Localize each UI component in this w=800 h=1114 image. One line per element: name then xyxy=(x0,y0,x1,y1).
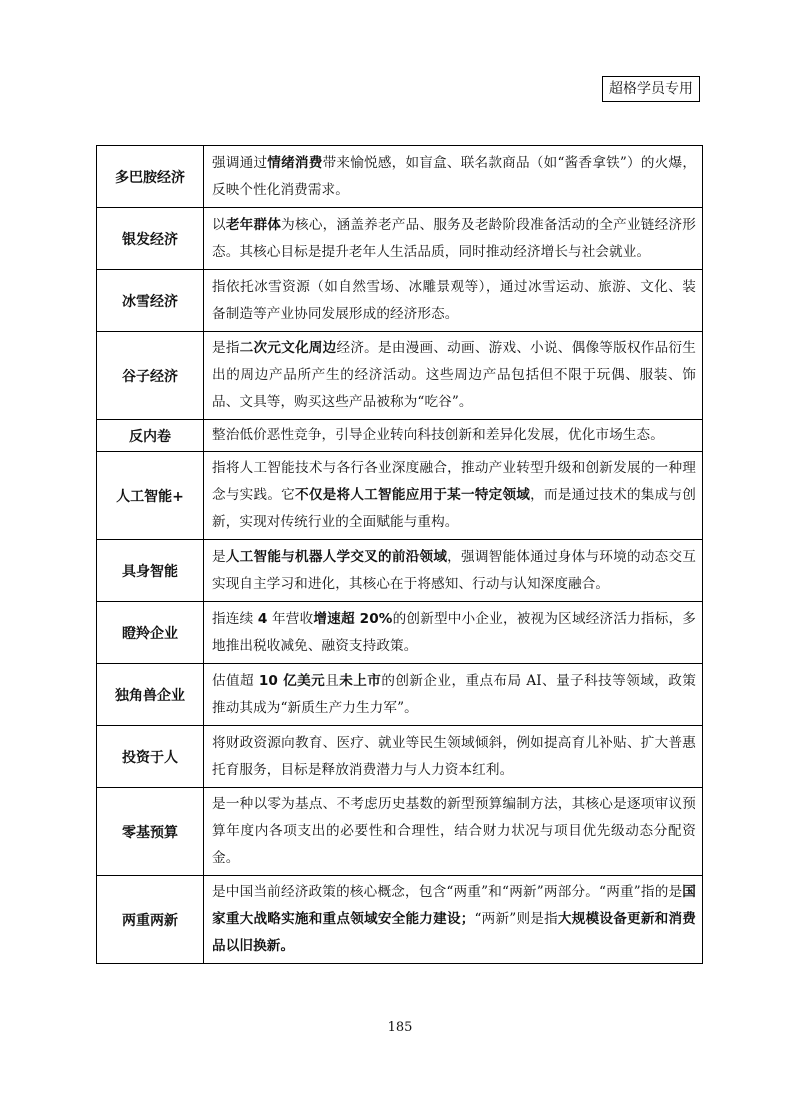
page-number: 185 xyxy=(387,1020,413,1035)
definition-cell xyxy=(204,420,703,452)
definition-text: 指连续 xyxy=(212,610,258,627)
definition-text: 为核心，涵盖养老产品、服务及老龄阶段准备活动的全产业链经济形态。其核心目标是提升老年人生活品质，同时推动经济增长与社会就业。 xyxy=(212,216,696,260)
table-row xyxy=(97,664,703,726)
table-row xyxy=(97,270,703,332)
definition-text: 且 xyxy=(325,672,340,689)
term-cell: 独角兽企业 xyxy=(97,664,204,726)
definition-bold-text: 二次元文化周边 xyxy=(239,340,337,356)
term-cell: 两重两新 xyxy=(97,876,204,964)
definition-bold-text: 老年群体 xyxy=(225,216,282,233)
table-row xyxy=(97,332,703,420)
term-cell: 具身智能 xyxy=(97,540,204,602)
table-row xyxy=(97,540,703,602)
definition-text: 是 xyxy=(212,548,226,565)
definition-cell xyxy=(204,664,703,726)
table-row xyxy=(97,146,703,208)
definition-cell xyxy=(204,876,703,964)
term-cell: 零基预算 xyxy=(97,788,204,876)
table-row xyxy=(97,420,703,452)
table-row xyxy=(97,788,703,876)
definition-bold-text: 未上市 xyxy=(339,672,382,689)
definition-bold-text: 10 亿美元 xyxy=(258,672,326,689)
table-row xyxy=(97,208,703,270)
definition-text: 年营收 xyxy=(267,610,314,627)
definition-text: 以 xyxy=(212,216,226,233)
definition-bold-text: 情绪消费 xyxy=(267,154,323,171)
definition-text: 是中国当前经济政策的核心概念，包含“两重”和“两新”两部分。“两重”指的是 xyxy=(212,884,683,900)
definition-bold-text: 增速超 20% xyxy=(313,610,393,627)
definition-cell xyxy=(204,540,703,602)
definition-cell xyxy=(204,726,703,788)
table-row xyxy=(97,726,703,788)
term-cell: 冰雪经济 xyxy=(97,270,204,332)
definition-cell xyxy=(204,332,703,420)
term-cell: 人工智能+ xyxy=(97,452,204,540)
term-cell: 投资于人 xyxy=(97,726,204,788)
definition-text: 指将人工智能技术与各行各业深度融合，推动产业转型升级和创新发展的一种理念与实践。它 xyxy=(212,460,696,503)
definition-text: 整治低价恶性竞争，引导企业转向科技创新和差异化发展，优化市场生态。 xyxy=(212,427,664,443)
definition-text: 带来愉悦感，如盲盒、联名款商品（如“酱香拿铁”）的火爆，反映个性化消费需求。 xyxy=(212,154,697,198)
definition-cell xyxy=(204,452,703,540)
term-cell: 瞪羚企业 xyxy=(97,602,204,664)
definition-text: 指依托冰雪资源（如自然雪场、冰雕景观等），通过冰雪运动、旅游、文化、装备制造等产业协同发展形成的经济形态。 xyxy=(212,278,696,322)
definition-cell xyxy=(204,788,703,876)
table-row xyxy=(97,876,703,964)
definition-bold-text: 人工智能与机器人学交叉的前沿领域 xyxy=(225,548,448,565)
definition-text: 强调通过 xyxy=(212,154,268,171)
definition-bold-text: 不仅是将人工智能应用于某一特定领域 xyxy=(295,487,531,503)
definition-bold-text: 大规模设备更新和消费品以旧换新。 xyxy=(212,911,696,954)
definition-text: 将财政资源向教育、医疗、就业等民生领域倾斜，例如提高育儿补贴、扩大普惠托育服务，目标是释放消费潜力与人力资本红利。 xyxy=(212,734,696,778)
definition-text: 是指 xyxy=(212,340,240,356)
definition-cell xyxy=(204,602,703,664)
term-cell: 反内卷 xyxy=(97,420,204,452)
definition-cell xyxy=(204,208,703,270)
table-row xyxy=(97,602,703,664)
definition-cell xyxy=(204,146,703,208)
table-row xyxy=(97,452,703,540)
definition-text: 的创新型中小企业，被视为区域经济活力指标，多地推出税收减免、融资支持政策。 xyxy=(212,610,696,654)
definition-cell xyxy=(204,270,703,332)
definition-text: ，强调智能体通过身体与环境的动态交互实现自主学习和进化，其核心在于将感知、行动与认知深度融合。 xyxy=(212,548,696,592)
term-cell: 谷子经济 xyxy=(97,332,204,420)
definition-text: 的创新企业，重点布局 AI、量子科技等领域，政策推动其成为“新质生产力生力军”。 xyxy=(212,672,696,716)
terms-table-body xyxy=(97,146,703,964)
definition-text: “两新”则是指 xyxy=(474,911,558,927)
term-cell: 银发经济 xyxy=(97,208,204,270)
definition-text: 估值超 xyxy=(212,672,259,689)
definition-text: ，而是通过技术的集成与创新，实现对传统行业的全面赋能与重构。 xyxy=(212,487,697,530)
learner-only-badge: 超格学员专用 xyxy=(602,76,700,102)
terms-table xyxy=(96,145,703,964)
definition-bold-text: 4 xyxy=(257,610,268,627)
term-cell: 多巴胺经济 xyxy=(97,146,204,208)
definition-text: 是一种以零为基点、不考虑历史基数的新型预算编制方法，其核心是逐项审议预算年度内各项支出的必要性和合理性，结合财力状况与项目优先级动态分配资金。 xyxy=(212,796,696,866)
definition-bold-text: 国家重大战略实施和重点领域安全能力建设； xyxy=(212,884,696,927)
definition-text: 经济。是由漫画、动画、游戏、小说、偶像等版权作品衍生出的周边产品所产生的经济活动。这些周边产品包括但不限于玩偶、服装、饰品、文具等，购买这些产品被称为“吃谷”。 xyxy=(212,340,696,410)
